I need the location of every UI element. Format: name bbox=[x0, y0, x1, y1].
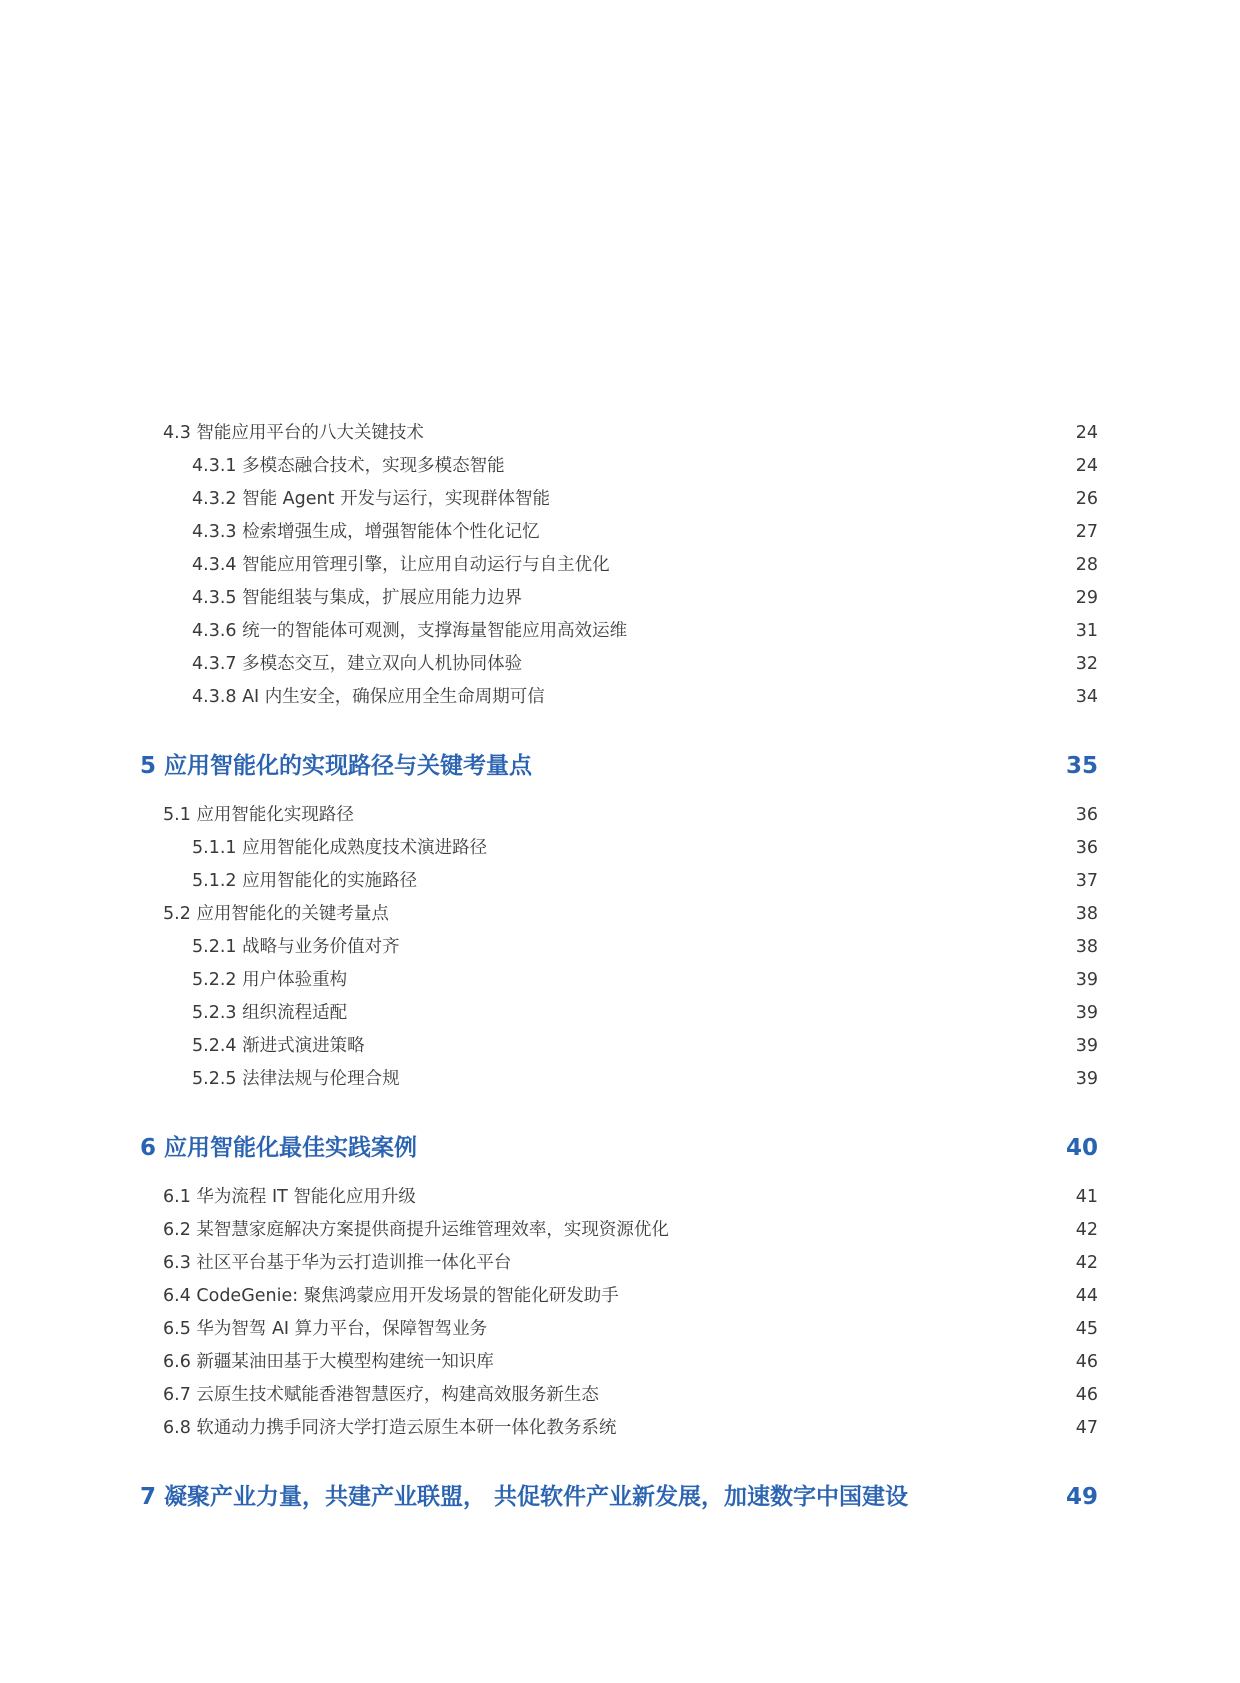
toc-entry-label: 4.3.6 统一的智能体可观测，支撑海量智能应用高效运维 bbox=[192, 621, 628, 641]
toc-entry-6-5[interactable] bbox=[0, 1314, 1240, 1344]
toc-entry-6-4[interactable] bbox=[0, 1281, 1240, 1311]
toc-entry-label: 4.3.4 智能应用管理引擎，让应用自动运行与自主优化 bbox=[192, 555, 610, 575]
toc-entry-5-2-5[interactable] bbox=[0, 1064, 1240, 1094]
toc-entry-label: 6.6 新疆某油田基于大模型构建统一知识库 bbox=[163, 1352, 494, 1372]
toc-entry-5-2-3[interactable] bbox=[0, 998, 1240, 1028]
toc-entry-label: 4.3.1 多模态融合技术，实现多模态智能 bbox=[192, 456, 505, 476]
toc-entry-4-3-7[interactable] bbox=[0, 649, 1240, 679]
toc-entry-label: 6.4 CodeGenie: 聚焦鸿蒙应用开发场景的智能化研发助手 bbox=[163, 1286, 619, 1306]
toc-entry-page: 42 bbox=[1075, 1253, 1098, 1273]
toc-entry-page: 37 bbox=[1075, 871, 1098, 891]
toc-entry-label: 4.3.2 智能 Agent 开发与运行，实现群体智能 bbox=[192, 489, 551, 509]
toc-entry-5-2-4[interactable] bbox=[0, 1031, 1240, 1061]
toc-chapter-page: 49 bbox=[1065, 1484, 1098, 1510]
toc-entry-page: 38 bbox=[1075, 904, 1098, 924]
toc-entry-page: 39 bbox=[1075, 970, 1098, 990]
toc-entry-6-2[interactable] bbox=[0, 1215, 1240, 1245]
toc-entry-label: 5.2.4 渐进式演进策略 bbox=[192, 1036, 365, 1056]
toc-entry-page: 46 bbox=[1075, 1352, 1098, 1372]
toc-entry-page: 28 bbox=[1075, 555, 1098, 575]
toc-entry-page: 27 bbox=[1075, 522, 1098, 542]
toc-entry-label: 5.2.3 组织流程适配 bbox=[192, 1003, 348, 1023]
toc-entry-page: 31 bbox=[1075, 621, 1098, 641]
toc-entry-4-3-3[interactable] bbox=[0, 517, 1240, 547]
toc-entry-label: 5.1 应用智能化实现路径 bbox=[163, 805, 354, 825]
toc-entry-page: 39 bbox=[1075, 1003, 1098, 1023]
toc-chapter-6[interactable] bbox=[0, 1128, 1240, 1168]
toc-entry-6-3[interactable] bbox=[0, 1248, 1240, 1278]
toc-entry-page: 32 bbox=[1075, 654, 1098, 674]
toc-entry-5-2-1[interactable] bbox=[0, 932, 1240, 962]
toc-chapter-7[interactable] bbox=[0, 1477, 1240, 1517]
toc-entry-label: 4.3.5 智能组装与集成，扩展应用能力边界 bbox=[192, 588, 523, 608]
toc-entry-page: 46 bbox=[1075, 1385, 1098, 1405]
toc-entry-label: 4.3.8 AI 内生安全，确保应用全生命周期可信 bbox=[192, 687, 545, 707]
toc-entry-label: 5.1.1 应用智能化成熟度技术演进路径 bbox=[192, 838, 488, 858]
toc-entry-5-2[interactable] bbox=[0, 899, 1240, 929]
toc-entry-label: 5.2 应用智能化的关键考量点 bbox=[163, 904, 389, 924]
toc-entry-label: 6.1 华为流程 IT 智能化应用升级 bbox=[163, 1187, 416, 1207]
toc-entry-label: 5.2.1 战略与业务价值对齐 bbox=[192, 937, 400, 957]
toc-chapter-page: 35 bbox=[1065, 753, 1098, 779]
toc-entry-6-8[interactable] bbox=[0, 1413, 1240, 1443]
toc-entry-5-1-2[interactable] bbox=[0, 866, 1240, 896]
toc-entry-page: 41 bbox=[1075, 1187, 1098, 1207]
toc-entry-4-3-6[interactable] bbox=[0, 616, 1240, 646]
toc-chapter-page: 40 bbox=[1065, 1135, 1098, 1161]
toc-entry-page: 36 bbox=[1075, 838, 1098, 858]
toc-entry-4-3-8[interactable] bbox=[0, 682, 1240, 712]
toc-entry-label: 6.3 社区平台基于华为云打造训推一体化平台 bbox=[163, 1253, 512, 1273]
toc-entry-label: 6.2 某智慧家庭解决方案提供商提升运维管理效率，实现资源优化 bbox=[163, 1220, 669, 1240]
toc-entry-4-3-2[interactable] bbox=[0, 484, 1240, 514]
toc-entry-4-3-4[interactable] bbox=[0, 550, 1240, 580]
toc-entry-4-3-1[interactable] bbox=[0, 451, 1240, 481]
toc-entry-page: 45 bbox=[1075, 1319, 1098, 1339]
toc-entry-6-6[interactable] bbox=[0, 1347, 1240, 1377]
toc-entry-4-3[interactable] bbox=[0, 418, 1240, 448]
toc-entry-page: 42 bbox=[1075, 1220, 1098, 1240]
toc-entry-label: 4.3.3 检索增强生成，增强智能体个性化记忆 bbox=[192, 522, 540, 542]
toc-entry-page: 36 bbox=[1075, 805, 1098, 825]
toc-entry-6-1[interactable] bbox=[0, 1182, 1240, 1212]
toc-entry-5-1[interactable] bbox=[0, 800, 1240, 830]
toc-chapter-label: 7 凝聚产业力量，共建产业联盟， 共促软件产业新发展，加速数字中国建设 bbox=[140, 1484, 909, 1510]
toc-entry-6-7[interactable] bbox=[0, 1380, 1240, 1410]
toc-entry-5-1-1[interactable] bbox=[0, 833, 1240, 863]
toc-chapter-label: 6 应用智能化最佳实践案例 bbox=[140, 1135, 418, 1161]
toc-entry-page: 39 bbox=[1075, 1036, 1098, 1056]
toc-entry-label: 4.3 智能应用平台的八大关键技术 bbox=[163, 423, 424, 443]
toc-entry-page: 44 bbox=[1075, 1286, 1098, 1306]
toc-entry-page: 26 bbox=[1075, 489, 1098, 509]
toc-entry-label: 5.2.5 法律法规与伦理合规 bbox=[192, 1069, 400, 1089]
toc-entry-label: 5.1.2 应用智能化的实施路径 bbox=[192, 871, 418, 891]
toc-chapter-5[interactable] bbox=[0, 746, 1240, 786]
toc-entry-label: 6.8 软通动力携手同济大学打造云原生本研一体化教务系统 bbox=[163, 1418, 617, 1438]
toc-entry-label: 6.7 云原生技术赋能香港智慧医疗，构建高效服务新生态 bbox=[163, 1385, 599, 1405]
toc-entry-page: 34 bbox=[1075, 687, 1098, 707]
toc-entry-page: 47 bbox=[1075, 1418, 1098, 1438]
toc-entry-label: 4.3.7 多模态交互，建立双向人机协同体验 bbox=[192, 654, 523, 674]
toc-entry-page: 24 bbox=[1075, 456, 1098, 476]
toc-entry-page: 39 bbox=[1075, 1069, 1098, 1089]
toc-entry-page: 38 bbox=[1075, 937, 1098, 957]
toc-entry-label: 6.5 华为智驾 AI 算力平台，保障智驾业务 bbox=[163, 1319, 488, 1339]
toc-entry-page: 24 bbox=[1075, 423, 1098, 443]
toc-entry-4-3-5[interactable] bbox=[0, 583, 1240, 613]
toc-entry-page: 29 bbox=[1075, 588, 1098, 608]
toc-chapter-label: 5 应用智能化的实现路径与关键考量点 bbox=[140, 753, 533, 779]
toc-entry-label: 5.2.2 用户体验重构 bbox=[192, 970, 348, 990]
toc-entry-5-2-2[interactable] bbox=[0, 965, 1240, 995]
